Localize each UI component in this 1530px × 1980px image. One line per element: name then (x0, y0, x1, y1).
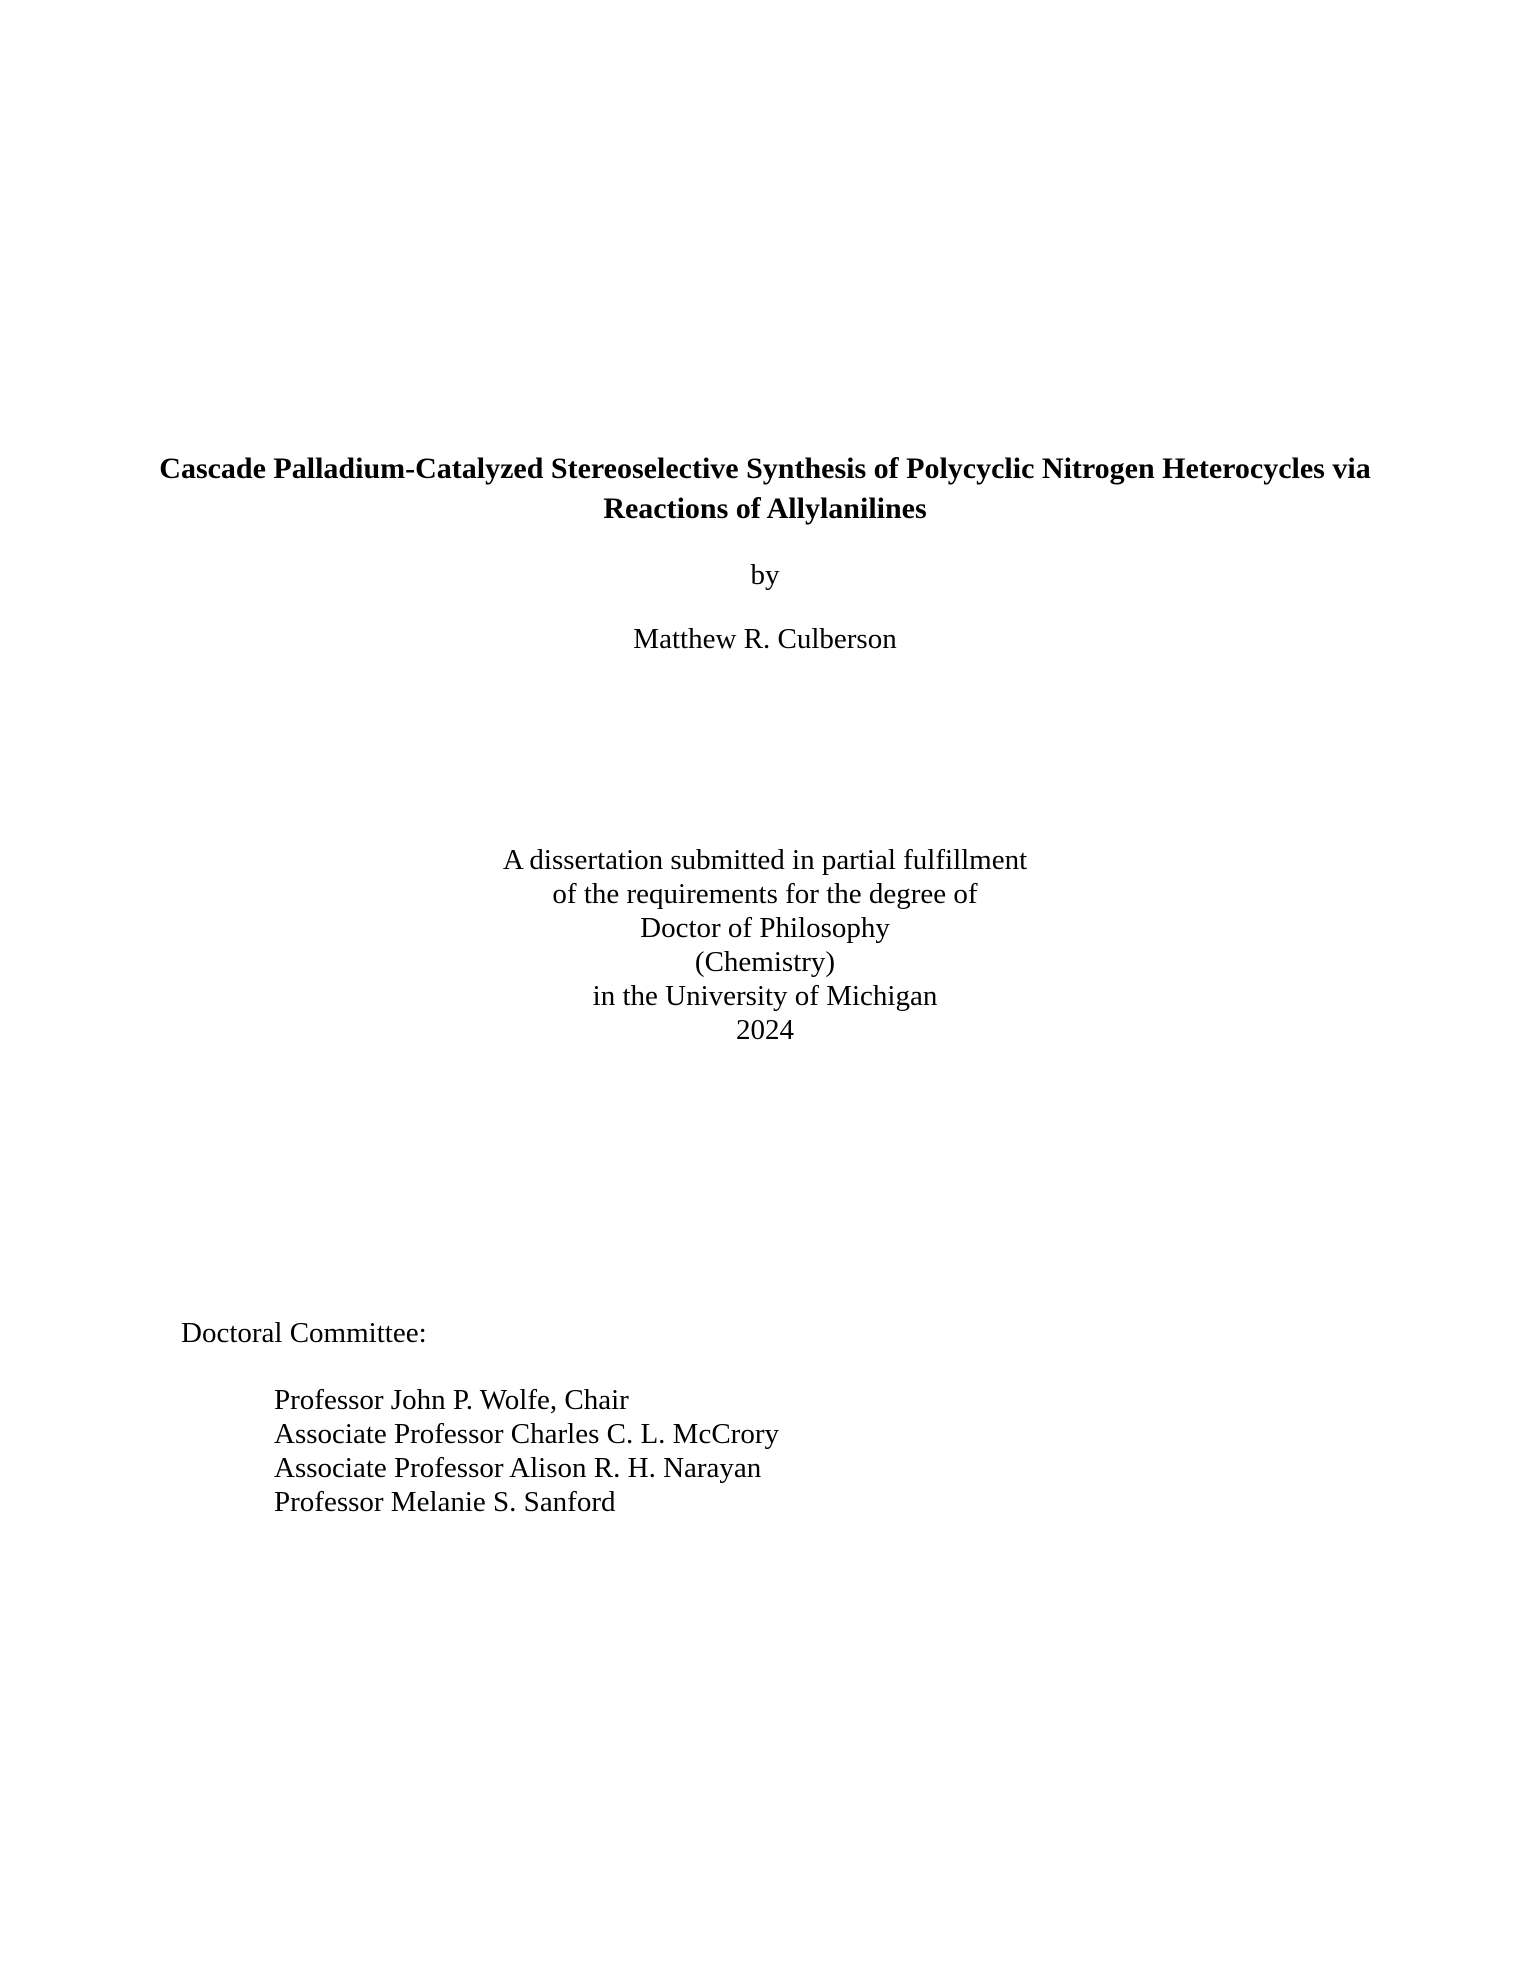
committee-member: Professor John P. Wolfe, Chair (274, 1384, 629, 1416)
submission-line-degree: Doctor of Philosophy (640, 912, 890, 944)
committee-list (274, 1383, 779, 1519)
committee-heading: Doctoral Committee: (181, 1317, 427, 1349)
committee-member: Professor Melanie S. Sanford (274, 1486, 616, 1518)
by-label: by (750, 559, 780, 591)
committee-member: Associate Professor Charles C. L. McCrory (274, 1418, 779, 1450)
dissertation-title (0, 449, 1530, 529)
submission-line-field: (Chemistry) (694, 946, 836, 978)
submission-line-institution: in the University of Michigan (592, 980, 938, 1012)
submission-line-1: A dissertation submitted in partial fulfillment (502, 844, 1028, 876)
dissertation-title-line-1: Cascade Palladium-Catalyzed Stereoselective Synthesis of Polycyclic Nitrogen Heterocycles via (159, 452, 1371, 485)
submission-line-year: 2024 (736, 1014, 794, 1046)
committee-member: Associate Professor Alison R. H. Narayan (274, 1452, 762, 1484)
author-name: Matthew R. Culberson (633, 623, 897, 655)
dissertation-title-line-2: Reactions of Allylanilines (603, 492, 927, 525)
submission-line-2: of the requirements for the degree of (552, 878, 978, 910)
submission-statement (0, 843, 1530, 1047)
